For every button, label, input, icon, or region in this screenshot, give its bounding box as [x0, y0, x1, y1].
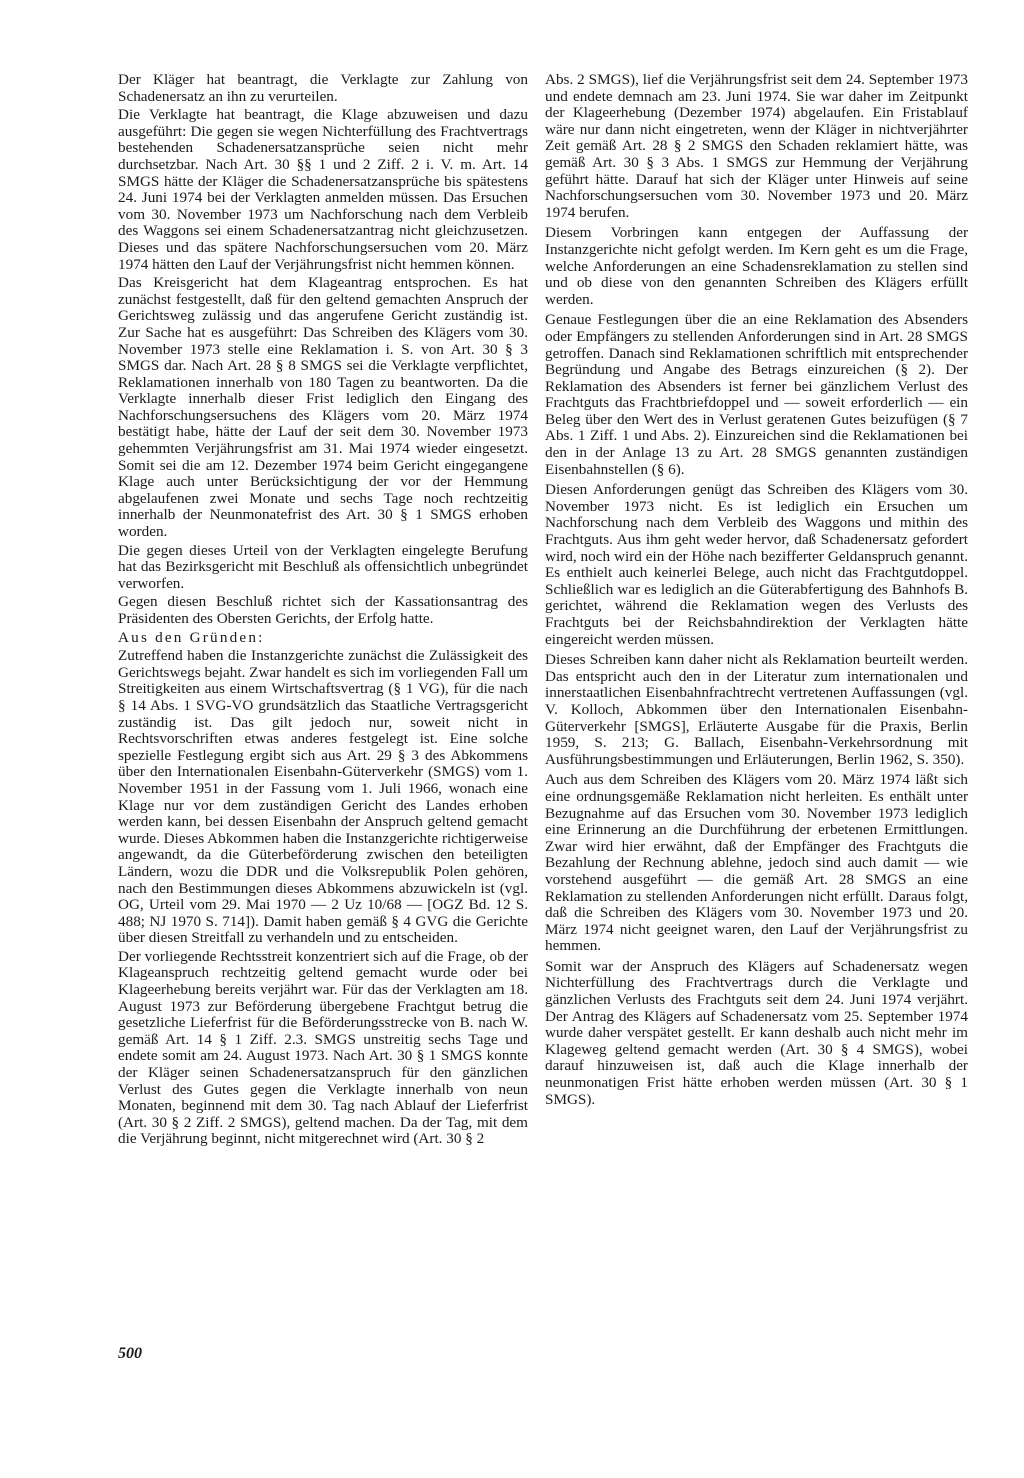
section-heading: Aus den Gründen: — [118, 628, 265, 646]
page-number: 500 — [118, 1345, 142, 1362]
paragraph: Auch aus dem Schreiben des Klägers vom 20. März 1974 läßt sich eine ordnungsgemäße Reklamation nicht herleiten. Es enthält unter Bezugnahme auf das Ersuchen vom 30. November 1973 lediglich eine Erinnerung an die Durchführung der erbetenen Ermittlungen. Zwar wird hier erwähnt, daß der Empfänger des Frachtguts die Bezahlung der Rechnung ablehne, jedoch sind auch damit — wie vorstehend ausgeführt — die gemäß Art. 28 SMGS an eine Reklamation zu stellenden Anforderungen nicht erfüllt. Daraus folgt, daß die Schreiben des Klägers vom 30. November 1973 und 20. März 1974 nicht geeignet waren, den Lauf der Verjährungsfrist zu hemmen. — [545, 771, 968, 955]
left-column — [118, 72, 528, 1150]
right-column — [545, 72, 968, 1110]
paragraph: Gegen diesen Beschluß richtet sich der Kassationsantrag des Präsidenten des Obersten Gerichts, der Erfolg hatte. — [118, 593, 528, 627]
paragraph: Somit war der Anspruch des Klägers auf Schadenersatz wegen Nichterfüllung des Frachtvertrags durch die Verklagte und gänzlichen Verlusts des Frachtguts seit dem 24. Juni 1974 verjährt. Der Antrag des Klägers auf Schadenersatz vom 25. September 1974 wurde daher verspätet gestellt. Er kann deshalb auch nicht mehr im Klageweg geltend gemacht werden (Art. 30 § 4 SMGS), wobei darauf hinzuweisen ist, daß auch die Klage innerhalb der neunmonatigen Frist hätte erhoben werden müssen (Art. 30 § 1 SMGS). — [545, 957, 968, 1108]
paragraph: Das Kreisgericht hat dem Klageantrag entsprochen. Es hat zunächst festgestellt, daß für den geltend gemachten Anspruch der Gerichtsweg zulässig und das angerufene Gericht zuständig ist. Zur Sache hat es ausgeführt: Das Schreiben des Klägers vom 30. November 1973 stelle eine Reklamation i. S. von Art. 30 § 3 SMGS dar. Nach Art. 28 § 8 SMGS sei die Verklagte verpflichtet, Reklamationen innerhalb von 180 Tagen zu beantworten. Da die Verklagte innerhalb dieser Frist lediglich den Eingang des Nachforschungsersuchens des Klägers vom 20. März 1974 bestätigt habe, hätte der Lauf der seit dem 30. November 1973 gehemmten Verjährungsfrist am 31. Mai 1974 wieder eingesetzt. Somit sei die am 12. Dezember 1974 beim Gericht eingegangene Klage auch unter Berücksichtigung der vor der Hemmung abgelaufenen zwei Monate und sechs Tage noch rechtzeitig innerhalb der Neunmonatefrist des Art. 30 § 1 SMGS erhoben worden. — [118, 274, 528, 541]
paragraph: Dieses Schreiben kann daher nicht als Reklamation beurteilt werden. Das entspricht auch den in der Literatur zum internationalen und innerstaatlichen Eisenbahnfrachtrecht vertretenen Auffassungen (vgl. V. Kolloch, Abkommen über den Internationalen Eisenbahn-Güterverkehr [SMGS], Erläuterte Ausgabe für die Praxis, Berlin 1959, S. 213; G. Ballach, Eisenbahn-Verkehrsordnung mit Ausführungsbestimmungen und Erläuterungen, Berlin 1962, S. 350). — [545, 651, 968, 768]
paragraph: Diesem Vorbringen kann entgegen der Auffassung der Instanzgerichte nicht gefolgt werden. Im Kern geht es um die Frage, welche Anforderungen an eine Schadensreklamation zu stellen sind und ob diese von den genannten Schreiben des Klägers erfüllt werden. — [545, 224, 968, 308]
paragraph: Der vorliegende Rechtsstreit konzentriert sich auf die Frage, ob der Klageanspruch rechtzeitig geltend gemacht wurde oder bei Klageerhebung bereits verjährt war. Für das der Verklagten am 18. August 1973 zur Beförderung übergebene Frachtgut betrug die gesetzliche Lieferfrist für die Beförderungsstrecke von B. nach W. gemäß Art. 14 § 1 Ziff. 2.3. SMGS unstreitig sechs Tage und endete somit am 24. August 1973. Nach Art. 30 § 1 SMGS konnte der Kläger seinen Schadenersatzanspruch für den gänzlichen Verlust des Gutes gegen die Verklagte innerhalb von neun Monaten, beginnend mit dem 30. Tag nach Ablauf der Lieferfrist (Art. 30 § 2 Ziff. 2 SMGS), geltend machen. Da der Tag, mit dem die Verjährung beginnt, nicht mitgerechnet wird (Art. 30 § 2 — [118, 947, 528, 1148]
paragraph: Diesen Anforderungen genügt das Schreiben des Klägers vom 30. November 1973 nicht. Es ist lediglich ein Ersuchen um Nachforschung nach dem Verbleib des Waggons und mithin des Frachtguts. Aus ihm geht weder hervor, daß Schadenersatz gefordert wird, noch wird ein der Höhe nach bezifferter Geldanspruch genannt. Es enthielt auch keinerlei Belege, auch nicht das Frachtgutdoppel. Schließlich war es lediglich an die Güterabfertigung des Bahnhofs B. gerichtet, während die Reklamation wegen des Verlusts des Frachtguts bei der Reichsbahndirektion der Verklagten hätte eingereicht werden müssen. — [545, 481, 968, 648]
paragraph: Die gegen dieses Urteil von der Verklagten eingelegte Berufung hat das Bezirksgericht mit Beschluß als offensichtlich unbegründet verworfen. — [118, 541, 528, 592]
paragraph: Zutreffend haben die Instanzgerichte zunächst die Zulässigkeit des Gerichtswegs bejaht. Zwar handelt es sich im vorliegenden Fall um Streitigkeiten aus einem Wirtschaftsvertrag (§ 1 VG), für die nach § 14 Abs. 1 SVG-VO grundsätzlich das Staatliche Vertragsgericht zuständig ist. Das gilt jedoch nur, soweit nicht in Rechtsvorschriften etwas anderes festgelegt ist. Eine solche spezielle Festlegung ergibt sich aus Art. 29 § 3 des Abkommens über den Internationalen Eisenbahn-Güterverkehr (SMGS) vom 1. November 1951 in der Fassung vom 1. Juli 1966, wonach eine Klage nur vor dem zuständigen Gericht des Landes erhoben werden kann, bei dessen Eisenbahn der Anspruch geltend gemacht wurde. Dieses Abkommen haben die Instanzgerichte richtigerweise angewandt, da die Güterbeförderung zwischen den beteiligten Ländern, wozu die DDR und die Volksrepublik Polen gehören, nach den Bestimmungen dieses Abkommens abzuwickeln ist (vgl. OG, Urteil vom 29. Mai 1970 — 2 Uz 10/68 — [OGZ Bd. 12 S. 488; NJ 1970 S. 714]). Damit haben gemäß § 4 GVG die Gerichte über diesen Streitfall zu verhandeln und zu entscheiden. — [118, 647, 528, 947]
paragraph: Genaue Festlegungen über die an eine Reklamation des Absenders oder Empfängers zu stellenden Anforderungen sind in Art. 28 SMGS getroffen. Danach sind Reklamationen schriftlich mit entsprechender Begründung und Angabe des Betrags einzureichen (§ 2). Der Reklamation des Absenders ist ferner bei gänzlichem Verlust des Frachtguts das Frachtbriefdoppel und — soweit erforderlich — ein Beleg über den Wert des in Verlust geratenen Gutes beizufügen (§ 7 Abs. 1 Ziff. 1 und Abs. 2). Einzureichen sind die Reklamationen bei den in der Anlage 13 zu Art. 28 SMGS genannten zuständigen Eisenbahnstellen (§ 6). — [545, 311, 968, 478]
paragraph: Der Kläger hat beantragt, die Verklagte zur Zahlung von Schadenersatz an ihn zu verurteilen. — [118, 71, 528, 105]
paragraph: Abs. 2 SMGS), lief die Verjährungsfrist seit dem 24. September 1973 und endete demnach am 23. Juni 1974. Sie war daher im Zeitpunkt der Klageerhebung (Dezember 1974) abgelaufen. Ein Fristablauf wäre nur dann nicht eingetreten, wenn der Kläger in nichtverjährter Zeit gemäß Art. 28 § 2 SMGS den Schaden reklamiert hätte, was gemäß Art. 30 § 3 Abs. 1 SMGS zur Hemmung der Verjährung geführt hätte. Darauf hat sich der Kläger unter Hinweis auf seine Nachforschungsersuchen vom 30. November 1973 und 20. März 1974 berufen. — [545, 71, 968, 221]
paragraph: Die Verklagte hat beantragt, die Klage abzuweisen und dazu ausgeführt: Die gegen sie wegen Nichterfüllung des Frachtvertrags bestehenden Schadenersatzansprüche seien nicht mehr durchsetzbar. Nach Art. 30 §§ 1 und 2 Ziff. 2 i. V. m. Art. 14 SMGS hätte der Kläger die Schadenersatzansprüche bis spätestens 24. Juni 1974 bei der Verklagten anmelden müssen. Das Ersuchen vom 30. November 1973 um Nachforschung nach dem Verbleib des Waggons sei einem Schadenersatzantrag nicht gleichzusetzen. Dieses und das spätere Nachforschungsersuchen vom 20. März 1974 hätten den Lauf der Verjährungsfrist nicht hemmen können. — [118, 106, 528, 273]
